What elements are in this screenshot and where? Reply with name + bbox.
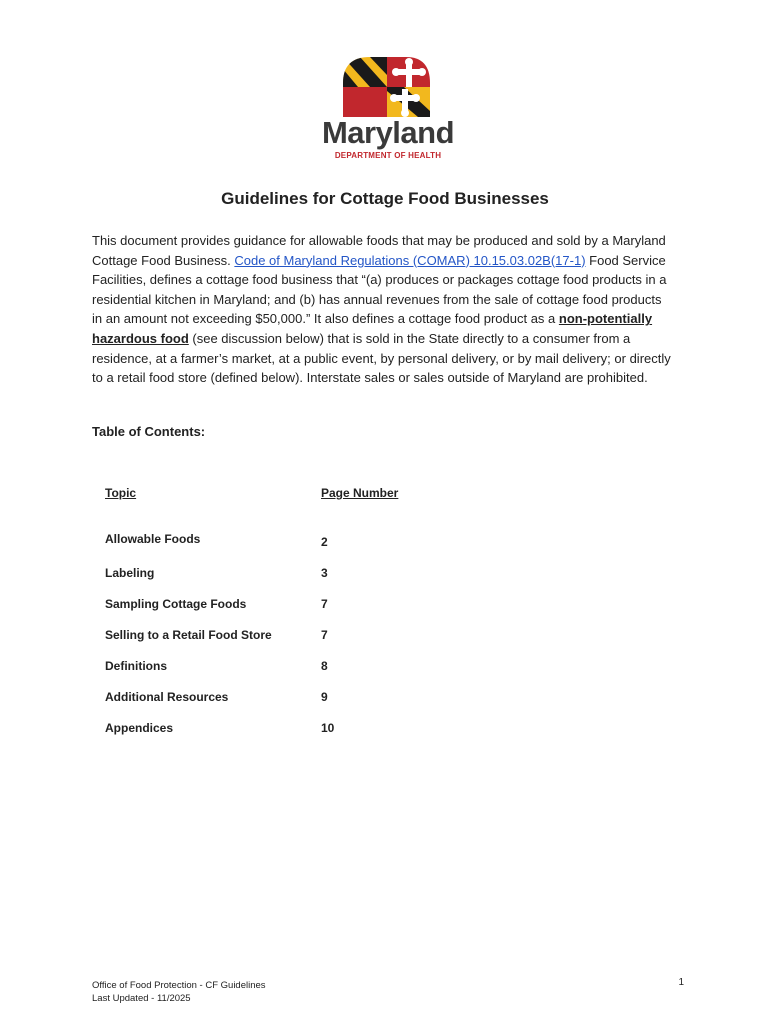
page-footer (92, 979, 266, 1005)
toc-topic: Definitions (105, 659, 167, 673)
toc-row (105, 721, 505, 739)
maryland-flag-emblem-icon (318, 55, 458, 117)
toc-row (105, 690, 505, 708)
intro-text-3: (see discussion below) that is sold in the State directly to a consumer from a residence, at a farmer’s market, at a public event, by personal delivery, or by mail delivery; or directly to a retail food store (defined below). Interstate sales or sales outside of Maryland are prohibited. (92, 330, 671, 386)
toc-topic: Labeling (105, 566, 155, 580)
toc-topic: Allowable Foods (105, 532, 201, 546)
toc-topic: Selling to a Retail Food Store (105, 628, 272, 642)
toc-row (105, 659, 505, 677)
toc-page: 10 (321, 721, 335, 735)
toc-col-page: Page Number (321, 486, 399, 500)
intro-paragraph (92, 231, 672, 388)
intro-text-2: Food Service Facilities, defines a cottage food business that “(a) produces or packages cottage food products in a residential kitchen in Maryland; and (b) has annual revenues from the sale of cottage food products in an amount not exceeding $50,000.” It also defines a cottage food product as a (92, 252, 667, 327)
logo-subtitle: DEPARTMENT OF HEALTH (334, 151, 442, 160)
toc-page: 7 (321, 597, 328, 611)
toc-page: 2 (321, 535, 328, 549)
toc-row (105, 532, 505, 550)
toc-row (105, 628, 505, 646)
toc-header-row (105, 486, 505, 504)
comar-regulation-link[interactable]: Code of Maryland Regulations (COMAR) 10.15.03.02B(17-1) (234, 252, 586, 268)
toc-topic: Sampling Cottage Foods (105, 597, 247, 611)
toc-page: 8 (321, 659, 328, 673)
toc-page: 9 (321, 690, 328, 704)
maryland-health-logo (318, 55, 458, 165)
toc-page: 7 (321, 628, 328, 642)
document-title: Guidelines for Cottage Food Businesses (221, 189, 549, 208)
footer-updated-line: Last Updated - 11/2025 (92, 993, 191, 1004)
toc-heading: Table of Contents: (92, 424, 206, 439)
intro-text-1: This document provides guidance for allowable foods that may be produced and sold by a Maryland Cottage Food Business. (92, 233, 666, 268)
toc-row (105, 597, 505, 615)
page-number: 1 (678, 977, 684, 988)
toc-row (105, 566, 505, 584)
logo-wordmark: Maryland (321, 115, 455, 150)
toc-topic: Additional Resources (105, 690, 229, 704)
toc-topic: Appendices (105, 721, 174, 735)
toc-col-topic: Topic (105, 486, 137, 500)
intro-emphasis: non-potentially hazardous food (92, 311, 653, 346)
toc-page: 3 (321, 566, 328, 580)
footer-office-line: Office of Food Protection - CF Guidelines (92, 980, 266, 991)
